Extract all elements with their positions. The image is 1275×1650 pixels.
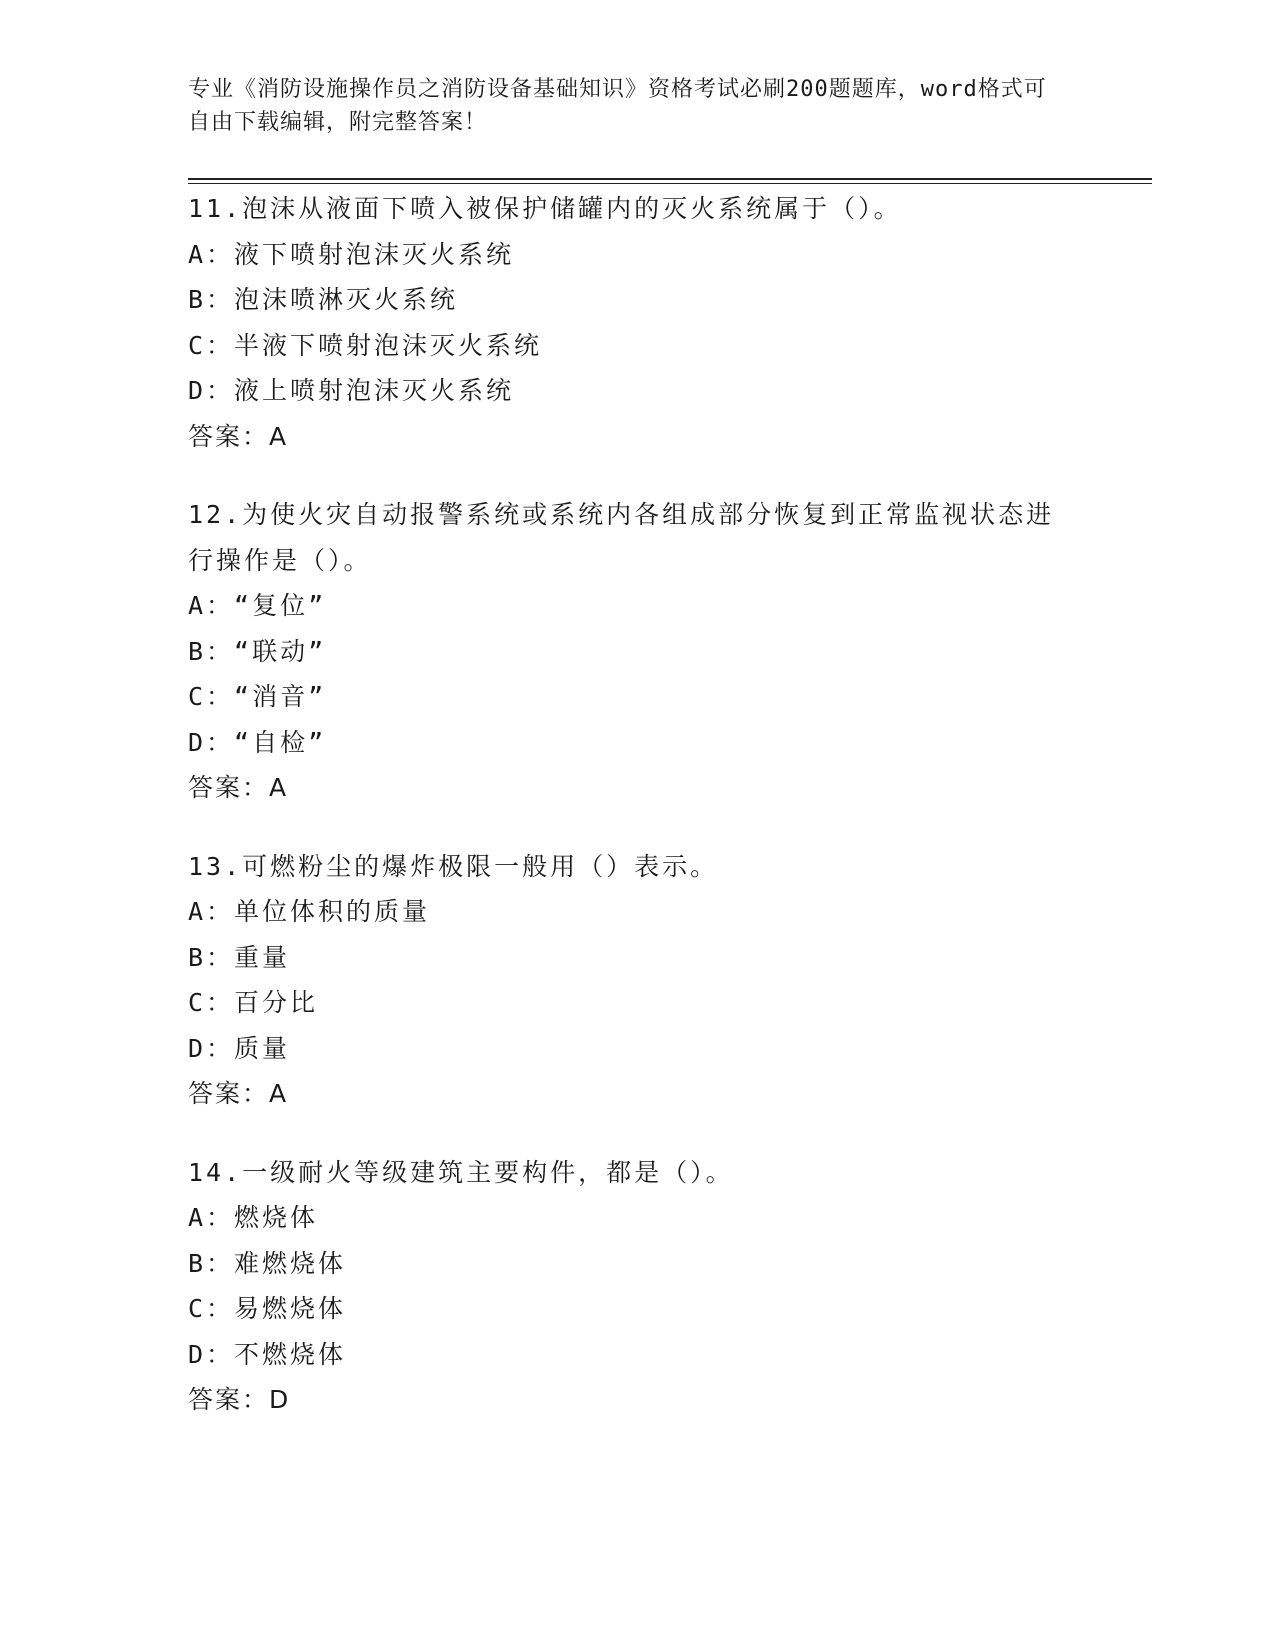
option-a: A：燃烧体 — [188, 1203, 319, 1232]
option-d: D：不燃烧体 — [188, 1339, 347, 1369]
option-c: C：半液下喷射泡沫灭火系统 — [188, 330, 543, 360]
question-stem: 11.泡沫从液面下喷入被保护储罐内的灭火系统属于（）。 — [188, 194, 902, 223]
header-rule-thin — [188, 183, 1152, 184]
option-c: C：百分比 — [188, 988, 319, 1017]
answer: 答案：D — [188, 1385, 291, 1414]
option-c: C：易燃烧体 — [188, 1294, 347, 1323]
question-14 — [188, 1150, 1088, 1423]
answer: 答案：A — [188, 421, 289, 451]
header-rule-thick — [188, 178, 1152, 180]
question-12 — [188, 492, 1088, 811]
option-d: D：质量 — [188, 1033, 291, 1063]
option-b: B：难燃烧体 — [188, 1248, 347, 1278]
question-stem: 14.一级耐火等级建筑主要构件，都是（）。 — [188, 1157, 734, 1187]
option-a: A：液下喷射泡沫灭火系统 — [188, 239, 515, 269]
question-list — [188, 186, 1088, 1456]
question-stem: 12.为使火灾自动报警系统或系统内各组成部分恢复到正常监视状态进行操作是（）。 — [188, 500, 1055, 575]
option-b: B：重量 — [188, 942, 291, 972]
answer: 答案：A — [188, 773, 289, 802]
option-c: C：“消音” — [188, 682, 327, 711]
option-d: D：“自检” — [188, 727, 327, 757]
option-d: D：液上喷射泡沫灭火系统 — [188, 376, 515, 405]
option-a: A：单位体积的质量 — [188, 897, 431, 926]
document-header: 专业《消防设施操作员之消防设备基础知识》资格考试必刷200题题库，word格式可自由下载编辑，附完整答案！ — [188, 77, 1047, 135]
option-a: A：“复位” — [188, 591, 327, 620]
question-13 — [188, 844, 1088, 1117]
question-11 — [188, 186, 1088, 459]
answer: 答案：A — [188, 1079, 289, 1108]
question-stem: 13.可燃粉尘的爆炸极限一般用（）表示。 — [188, 851, 719, 881]
option-b: B：泡沫喷淋灭火系统 — [188, 285, 459, 314]
option-b: B：“联动” — [188, 636, 327, 666]
